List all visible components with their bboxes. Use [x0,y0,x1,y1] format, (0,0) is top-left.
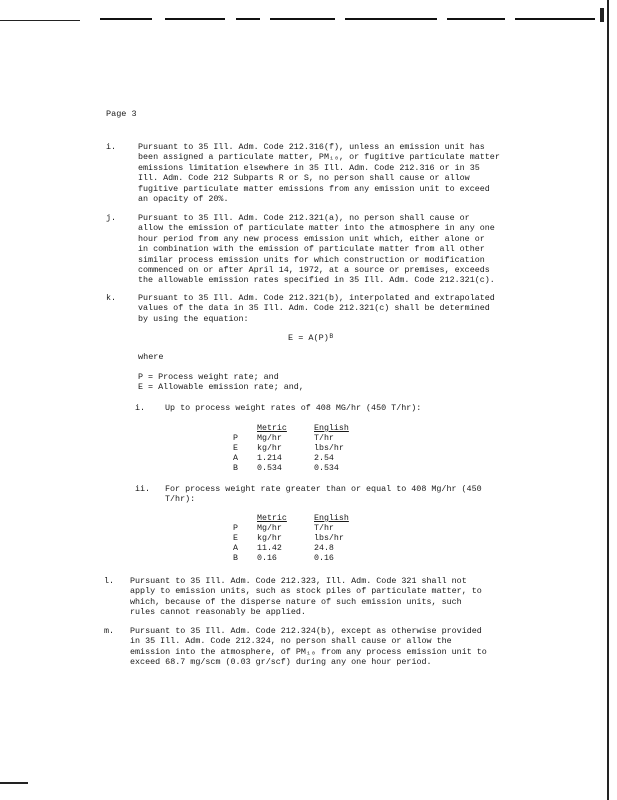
definition-line: E = Allowable emission rate; and, [138,382,304,393]
metric-cell: 11.42 [257,544,282,553]
text-line: For process weight rate greater than or equal to 408 Mg/hr (450 [165,484,482,494]
metric-cell: 0.534 [257,464,282,473]
item-letter: j. [106,213,117,223]
variable-definitions [138,372,304,393]
column-header-english: English [314,424,349,433]
symbol-cell: B [233,554,238,563]
text-line: rules cannot reasonably be applied. [130,607,306,618]
page-number: Page 3 [106,109,137,119]
text-line: the allowable emission rates specified in 35 Ill. Adm. Code 212.321(c). [138,275,495,286]
metric-cell: Mg/hr [257,524,282,533]
table-row [233,454,349,464]
symbol-cell: E [233,444,238,453]
coefficient-table-low-rate [233,424,349,474]
metric-cell: kg/hr [257,534,282,543]
table-header-row [233,514,349,524]
text-line: emissions limitation elsewhere in 35 Ill. Adm. Code 212.316 or in 35 [138,162,480,173]
symbol-cell: A [233,544,238,553]
scan-artifact-top-7 [515,18,595,20]
text-line: been assigned a particulate matter, PM₁₀, or fugitive particulate matter [138,152,500,163]
subparagraph-ii [135,484,482,505]
text-line: similar process emission units for which construction or modification [138,254,485,265]
metric-cell: kg/hr [257,444,282,453]
item-letter: m. [104,626,115,636]
table-row [233,464,349,474]
table-row [233,534,349,544]
text-line: Ill. Adm. Code 212 Subparts R or S, no person shall cause or allow [138,173,470,184]
text-line: Pursuant to 35 Ill. Adm. Code 212.324(b), except as otherwise provided [130,626,482,636]
text-line: values of the data in 35 Ill. Adm. Code 212.321(c) shall be determined [138,303,490,314]
subparagraph-i [135,403,421,413]
english-cell: lbs/hr [314,444,344,453]
table-row [233,554,349,564]
text-line: by using the equation: [138,313,249,324]
text-line: an opacity of 20%. [138,194,229,205]
column-header-metric: Metric [257,424,287,433]
item-letter: k. [106,293,117,303]
text-line: Pursuant to 35 Ill. Adm. Code 212.323, Ill. Adm. Code 321 shall not [130,576,467,586]
text-line: in 35 Ill. Adm. Code 212.324, no person shall cause or allow the [130,636,452,647]
text-line: apply to emission units, such as stock piles of particulate matter, to [130,586,482,597]
paragraph-l [104,576,524,618]
scan-artifact-top-5 [345,18,437,20]
scan-artifact-top-6 [447,18,505,20]
english-cell: 0.534 [314,464,339,473]
scan-artifact-bottom-left [0,782,28,784]
paragraph-j [106,213,526,286]
scan-artifact-right-mark [600,8,604,22]
text-line: commenced on or after April 14, 1972, at a source or premises, exceeds [138,265,490,276]
text-line: T/hr): [165,494,196,505]
scan-artifact-right-edge [607,0,609,800]
item-letter: l. [104,576,115,586]
where-label: where [138,352,164,362]
english-cell: T/hr [314,524,334,533]
table-row [233,434,349,444]
coefficient-table-high-rate [233,514,349,564]
text-line: allow the emission of particulate matter into the atmosphere in any one [138,223,495,234]
text-line: fugitive particulate matter emissions from any emission unit to exceed [138,183,490,194]
definition-line: P = Process weight rate; and [138,372,279,382]
scan-artifact-top-1 [100,18,152,20]
english-cell: 24.8 [314,544,334,553]
symbol-cell: B [233,464,238,473]
table-row [233,444,349,454]
metric-cell: 1.214 [257,454,282,463]
text-line: exceed 68.7 mg/scm (0.03 gr/scf) during any one hour period. [130,657,432,668]
english-cell: T/hr [314,434,334,443]
emission-equation: E = A(P)ᴮ [288,333,334,343]
table-row [233,524,349,534]
scan-artifact-top-2 [165,18,225,20]
scan-artifact-top-4 [270,18,335,20]
metric-cell: Mg/hr [257,434,282,443]
text-line: which, because of the disperse nature of such emission units, such [130,596,462,607]
column-header-metric: Metric [257,514,287,523]
english-cell: 2.54 [314,454,334,463]
text-line: Pursuant to 35 Ill. Adm. Code 212.321(a), no person shall cause or [138,213,470,223]
paragraph-i [106,142,526,204]
paragraph-m [104,626,524,668]
symbol-cell: A [233,454,238,463]
text-line: Pursuant to 35 Ill. Adm. Code 212.316(f), unless an emission unit has [138,142,485,152]
symbol-cell: P [233,524,238,533]
sub-numeral: i. [135,403,146,413]
text-line: in combination with the emission of particulate matter from all other [138,244,485,255]
english-cell: lbs/hr [314,534,344,543]
scan-artifact-top-left [0,20,80,21]
text-line: Up to process weight rates of 408 MG/hr (450 T/hr): [165,403,422,413]
symbol-cell: P [233,434,238,443]
scan-artifact-top-3 [236,18,260,20]
table-row [233,544,349,554]
paragraph-k [106,293,526,324]
item-letter: i. [106,142,117,152]
english-cell: 0.16 [314,554,334,563]
symbol-cell: E [233,534,238,543]
sub-numeral: ii. [135,484,151,494]
text-line: hour period from any new process emission unit which, either alone or [138,233,485,244]
column-header-english: English [314,514,349,523]
text-line: emission into the atmosphere, of PM₁₀ from any process emission unit to [130,646,487,657]
metric-cell: 0.16 [257,554,277,563]
text-line: Pursuant to 35 Ill. Adm. Code 212.321(b), interpolated and extrapolated [138,293,495,303]
table-header-row [233,424,349,434]
